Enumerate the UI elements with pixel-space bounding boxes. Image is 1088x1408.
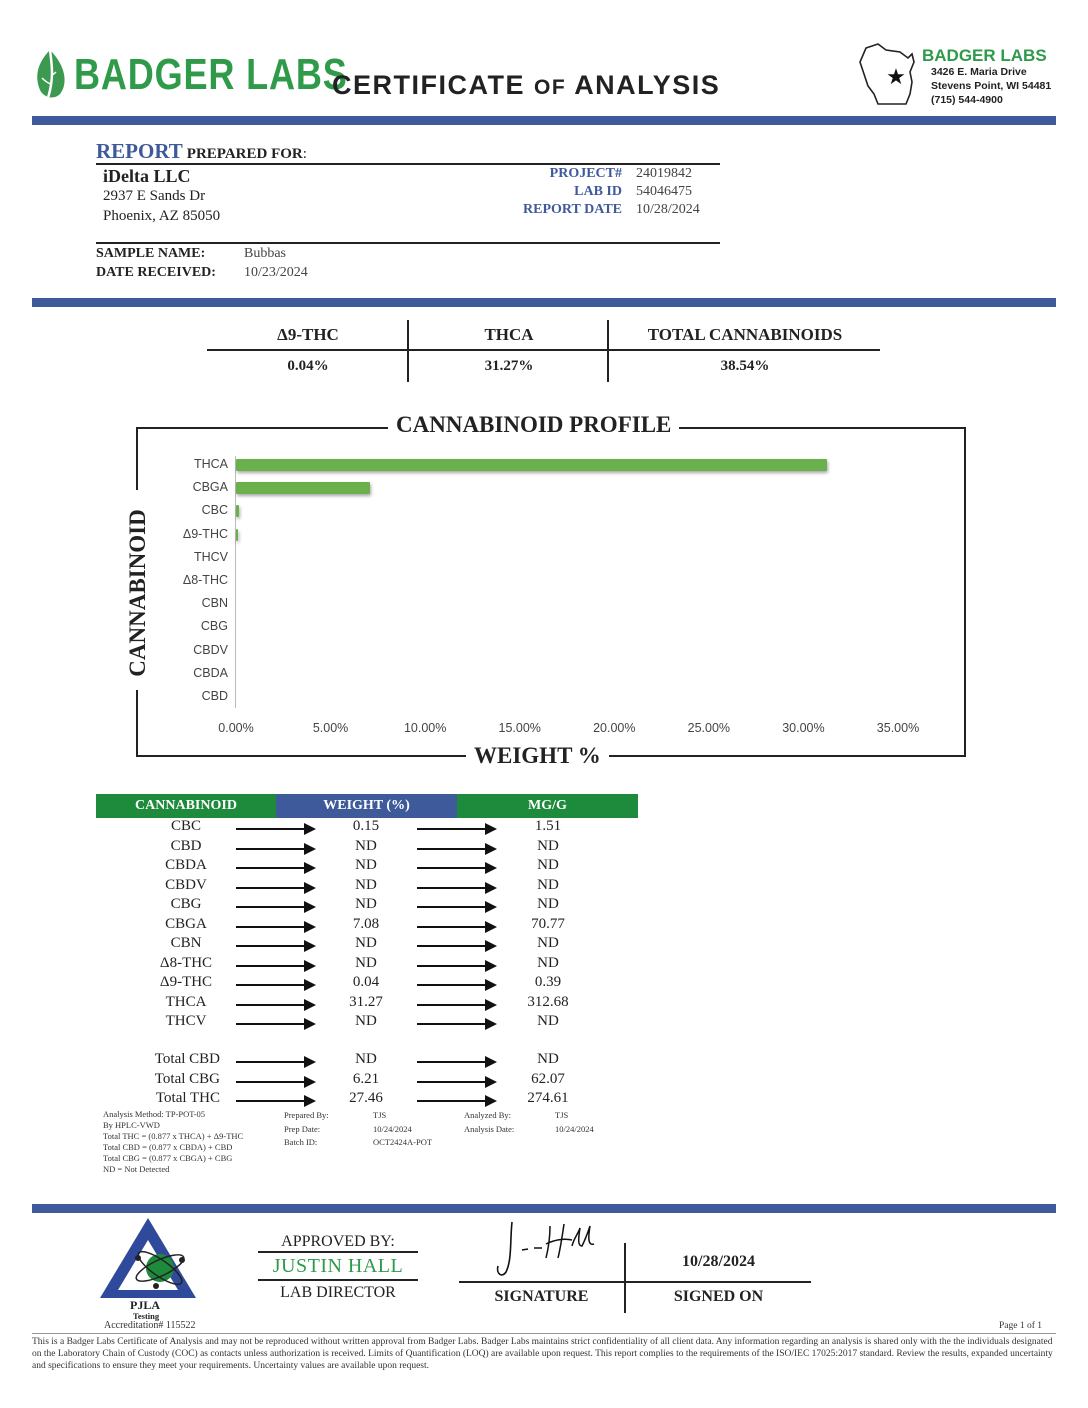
arrow-icon	[236, 906, 314, 908]
chart-x-tick-label: 35.00%	[876, 721, 920, 735]
cannabinoid-name: CBDA	[165, 857, 207, 873]
chart-category-label: CBN	[201, 596, 228, 611]
chart-bar	[236, 482, 370, 494]
arrow-icon	[236, 828, 314, 830]
summary-header-total-cannabinoids: TOTAL CANNABINOIDS	[647, 325, 843, 344]
batch-id: OCT2424A-POT	[373, 1137, 433, 1147]
method-line5: Total CBG = (0.877 x CBGA) + CBG	[103, 1153, 233, 1163]
pjla-accreditation-logo-icon	[98, 1216, 198, 1310]
mg-g-value: 312.68	[527, 993, 569, 1010]
chart-category-label: CBGA	[192, 480, 228, 495]
method-line1: Analysis Method: TP-POT-05	[103, 1109, 206, 1119]
prepared-by-label: Prepared By:	[284, 1110, 329, 1120]
arrow-icon	[236, 1081, 314, 1083]
chart-category-label: CBDA	[193, 665, 228, 680]
arrow-icon	[417, 1100, 495, 1102]
arrow-icon	[236, 984, 314, 986]
arrow-icon	[417, 1023, 495, 1025]
chart-x-tick-label: 0.00%	[218, 721, 254, 735]
approved-by-rule-bottom	[258, 1279, 418, 1281]
weight-value: ND	[355, 876, 377, 893]
badger-leaf-logo-icon	[30, 48, 70, 100]
prep-date-label: Prep Date:	[284, 1124, 321, 1134]
handwritten-signature	[488, 1216, 608, 1280]
signed-on-label: SIGNED ON	[673, 1288, 764, 1305]
weight-value: ND	[355, 896, 377, 912]
client-address-line2: Phoenix, AZ 85050	[103, 208, 221, 224]
arrow-icon	[236, 1061, 314, 1063]
weight-value: 31.27	[349, 993, 383, 1010]
arrow-icon	[236, 848, 314, 850]
summary-value-total-cannabinoids: 38.54%	[720, 358, 770, 374]
mg-g-value: ND	[537, 935, 559, 951]
table-header-weight: WEIGHT (%)	[276, 794, 457, 818]
method-line3: Total THC = (0.877 x THCA) + Δ9-THC	[103, 1131, 244, 1141]
weight-value: ND	[355, 954, 377, 971]
summary-header-thca: THCA	[484, 325, 534, 344]
chart-bar	[236, 529, 238, 541]
chart-frame	[136, 427, 966, 757]
svg-text:★: ★	[886, 64, 906, 89]
title-word-of: OF	[534, 76, 567, 99]
lab-id: 54046475	[636, 184, 692, 199]
mg-g-value: ND	[537, 857, 559, 873]
title-word-certificate: CERTIFICATE	[332, 70, 525, 100]
prepared-by: TJS	[373, 1110, 387, 1120]
cannabinoid-name: CBGA	[165, 915, 207, 932]
lab-phone: (715) 544-4900	[931, 94, 1003, 106]
arrow-icon	[417, 848, 495, 850]
mg-g-value: 274.61	[527, 1090, 569, 1106]
weight-value: 0.15	[352, 818, 380, 834]
arrow-icon	[236, 945, 314, 947]
chart-y-axis-title: CANNABINOID	[125, 509, 150, 677]
prepared-for-colon: :	[302, 146, 307, 162]
weight-value: 6.21	[352, 1070, 380, 1087]
summary-header-d9thc: Δ9-THC	[277, 325, 339, 344]
signature-label: SIGNATURE	[494, 1288, 589, 1305]
signed-date: 10/28/2024	[682, 1253, 755, 1270]
client-bottom-rule	[96, 242, 720, 244]
weight-value: ND	[355, 935, 377, 951]
chart-category-label: CBG	[200, 619, 228, 634]
weight-value: ND	[355, 1013, 377, 1029]
chart-bar	[236, 505, 239, 517]
section-divider-1	[32, 298, 1056, 307]
signature-rule	[459, 1281, 811, 1283]
arrow-icon	[417, 965, 495, 967]
cannabinoid-name: Total THC	[155, 1090, 220, 1106]
date-received: 10/23/2024	[244, 265, 308, 280]
cannabinoid-name: CBDV	[165, 876, 207, 893]
lab-address-line2: Stevens Point, WI 54481	[931, 80, 1052, 92]
wisconsin-map-icon	[856, 38, 924, 108]
arrow-icon	[236, 1023, 314, 1025]
analysis-date-label: Analysis Date:	[464, 1124, 515, 1134]
arrow-icon	[417, 945, 495, 947]
page-title	[332, 70, 720, 101]
sample-name-label: SAMPLE NAME:	[96, 246, 206, 261]
sample-name: Bubbas	[244, 246, 286, 261]
arrow-icon	[236, 887, 314, 889]
arrow-icon	[417, 984, 495, 986]
chart-x-tick-label: 25.00%	[687, 721, 731, 735]
chart-category-label: THCV	[193, 549, 228, 564]
weight-value: 27.46	[349, 1090, 383, 1106]
title-word-analysis: ANALYSIS	[574, 70, 721, 100]
arrow-icon	[417, 828, 495, 830]
pjla-sub: Testing	[133, 1311, 160, 1321]
mg-g-value: ND	[537, 876, 559, 893]
arrow-icon	[417, 1061, 495, 1063]
arrow-icon	[236, 867, 314, 869]
arrow-icon	[417, 1004, 495, 1006]
method-line2: By HPLC-VWD	[103, 1120, 160, 1130]
lab-address-line1: 3426 E. Maria Drive	[931, 66, 1027, 78]
prep-date: 10/24/2024	[373, 1124, 412, 1134]
arrow-icon	[417, 906, 495, 908]
chart-category-label: CBD	[201, 689, 228, 703]
lab-director-name: JUSTIN HALL	[272, 1255, 404, 1277]
mg-g-value: 70.77	[531, 915, 565, 932]
date-received-label: DATE RECEIVED:	[96, 265, 216, 280]
accreditation-number: Accreditation# 115522	[104, 1320, 196, 1331]
cannabinoid-name: Total CBD	[154, 1051, 220, 1067]
summary-rule	[207, 349, 880, 351]
arrow-icon	[236, 965, 314, 967]
weight-value: ND	[355, 857, 377, 873]
chart-x-tick-label: 20.00%	[593, 721, 636, 735]
project-number: 24019842	[636, 166, 692, 181]
pjla-text: PJLA	[130, 1298, 160, 1312]
cannabinoid-name: CBG	[170, 896, 202, 912]
client-name: iDelta LLC	[103, 166, 191, 186]
report-word: REPORT	[96, 139, 183, 163]
arrow-icon	[236, 1100, 314, 1102]
footer-rule	[32, 1333, 1056, 1334]
chart-category-label: Δ8-THC	[182, 573, 228, 587]
client-top-rule	[96, 163, 720, 165]
cannabinoid-name: CBD	[170, 837, 202, 854]
table-header-cannabinoid: CANNABINOID	[96, 794, 276, 818]
method-notes	[103, 1109, 283, 1175]
mg-g-value: ND	[537, 954, 559, 971]
approved-by-rule-top	[258, 1251, 418, 1253]
arrow-icon	[417, 887, 495, 889]
weight-value: 7.08	[352, 915, 380, 932]
batch-id-label: Batch ID:	[284, 1137, 318, 1147]
footer-disclaimer: This is a Badger Labs Certificate of Analysis and may not be reproduced without written approval from Badger Labs. Badger Labs maintains strict confidentiality of all client data. Any information regarding an analysis is shared only with the the individuals designated on the Laboratory Chain of Custody (COC) as contacts unless authorization is received. Limits of Quantification (LOQ) are available upon request. This report complies to the requirements of the ISO/IEC 17025:2017 standard. Review the results, expanded uncertainty and specifications to ensure they meet your requirements. Uncertainty values are available upon request.	[32, 1337, 1053, 1371]
cannabinoid-name: Total CBG	[154, 1070, 220, 1087]
cannabinoid-name: THCA	[165, 993, 207, 1010]
client-address-line1: 2937 E Sands Dr	[103, 188, 206, 204]
cannabinoid-name: Δ9-THC	[159, 974, 213, 990]
arrow-icon	[417, 1081, 495, 1083]
approved-by-label: APPROVED BY:	[281, 1233, 395, 1250]
page-number: Page 1 of 1	[998, 1321, 1042, 1331]
chart-bar	[236, 459, 827, 471]
mg-g-value: 62.07	[531, 1070, 565, 1087]
report-date: 10/28/2024	[636, 202, 700, 217]
weight-value: ND	[355, 1051, 377, 1067]
mg-g-value: ND	[537, 896, 559, 912]
brand-logo-text: BADGER LABS	[74, 50, 348, 99]
lab-director-title: LAB DIRECTOR	[280, 1284, 396, 1301]
summary-value-d9thc: 0.04%	[287, 358, 329, 374]
chart-category-label: THCA	[193, 457, 228, 471]
table-header-mg-g: MG/G	[457, 794, 638, 818]
weight-value: 0.04	[352, 974, 380, 990]
cannabinoid-name: CBN	[170, 935, 202, 951]
project-label: PROJECT#	[549, 166, 622, 181]
chart-x-tick-label: 30.00%	[782, 721, 825, 735]
arrow-icon	[236, 1004, 314, 1006]
section-divider-2	[32, 1204, 1056, 1213]
lab-name: BADGER LABS	[922, 46, 1047, 65]
mg-g-value: ND	[537, 1051, 559, 1067]
chart-category-label: CBC	[201, 503, 228, 518]
analysis-date: 10/24/2024	[555, 1124, 594, 1134]
chart-category-label: Δ9-THC	[182, 526, 228, 541]
cannabinoid-name: THCV	[165, 1013, 207, 1029]
chart-x-axis-title: WEIGHT %	[466, 743, 609, 769]
mg-g-value: 1.51	[534, 818, 562, 834]
weight-value: ND	[355, 837, 377, 854]
method-line6: ND = Not Detected	[103, 1164, 170, 1174]
cannabinoid-name: Δ8-THC	[159, 954, 213, 971]
mg-g-value: ND	[537, 837, 559, 854]
mg-g-value: ND	[537, 1013, 559, 1029]
chart-x-tick-label: 10.00%	[403, 721, 447, 735]
analyzed-by-label: Analyzed By:	[464, 1110, 511, 1120]
arrow-icon	[236, 926, 314, 928]
chart-x-tick-label: 15.00%	[498, 721, 541, 735]
cannabinoid-name: CBC	[170, 818, 201, 834]
chart-x-tick-label: 5.00%	[312, 721, 349, 735]
report-date-label: REPORT DATE	[523, 202, 622, 217]
prepared-for-label: PREPARED FOR	[186, 146, 303, 162]
report-prepared-for	[96, 139, 307, 164]
analyzed-by: TJS	[555, 1110, 569, 1120]
method-line4: Total CBD = (0.877 x CBDA) + CBD	[103, 1142, 233, 1152]
summary-value-thca: 31.27%	[484, 358, 534, 374]
header-divider	[32, 116, 1056, 125]
arrow-icon	[417, 926, 495, 928]
lab-id-label: LAB ID	[574, 184, 622, 199]
chart-title: CANNABINOID PROFILE	[388, 412, 679, 438]
arrow-icon	[417, 867, 495, 869]
mg-g-value: 0.39	[534, 974, 562, 990]
chart-category-label: CBDV	[193, 642, 228, 657]
